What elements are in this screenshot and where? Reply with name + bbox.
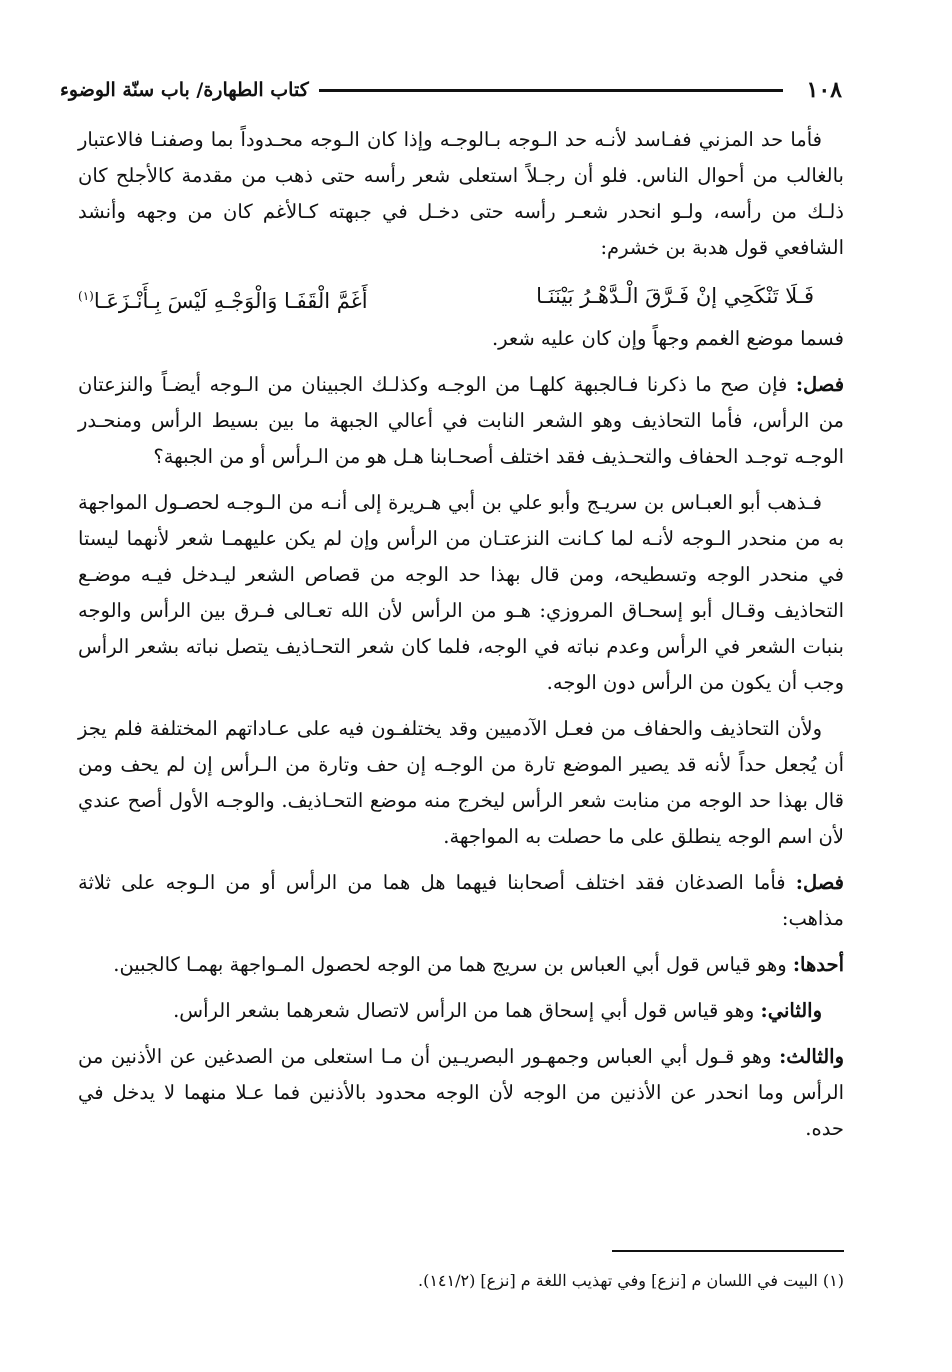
footnote-rule: [612, 1250, 844, 1252]
opinion-label-second: والثاني:: [760, 999, 822, 1022]
paragraph-8: والثالث: وهو قـول أبي العباس وجمهـور البصريـين أن مـا استعلى من الصدغين عن الأذنين من الرأس وما انحدر عن الأذنين من الوجه لأن الوجه محدود بالأذنين فما عـلا منهما لا يدخل في حده.: [78, 1045, 844, 1140]
paragraph-1: فأما حد المزني ففـاسد لأنـه حد الـوجه بـالوجـه وإذا كان الـوجه محـدوداً بما وصفنـا فالاعتبار بالغالب من أحوال الناس. فلو أن رجـلاً استعلى شعر رأسه حتى ذهب من مقدمة كالأجلح كان ذلـك من رأسه، ولـو انحدر شعـر رأسه حتى دخـل في جبهته كـالأغم كان من وجهه وأنشد الشافعي قول هدبة بن خشرم:: [78, 128, 844, 259]
footnote: (١) البيت في اللسان م [نزع] وفي تهذيب اللغة م [نزع] (١٤١/٢).: [417, 1271, 844, 1290]
section-label: فصل:: [795, 871, 844, 894]
main-text: [78, 122, 844, 1157]
footnote-reference: (١): [78, 289, 94, 303]
opinion-label-third: والثالث:: [779, 1045, 844, 1068]
poem-hemistich-first: فَـلَا تَنْكَحِي إنْ فَـرَّقَ الْـدَّهْـرُ بَيْنَنَـا: [536, 284, 814, 308]
paragraph-3: فـذهب أبو العبـاس بن سريـج وأبو علي بن أبي هـريرة إلى أنـه من الـوجـه لحصـول المواجهة به من منحدر الـوجه لأنـه لما كـانت النزعتـان من الرأس وإن لم يكن عليهمـا شعر لأنهما ليستا في منحدر الوجه وتسطيحه، ومن قال بهذا حد الوجه من قصاص الشعر ليـدخل فيـه موضـع التحاذيف وقـال أبو إسحـاق المروزي: هـو من الرأس لأن الله تعـالى فـرق بين الرأس والوجه بنبات الشعر في الرأس وعدم نباته في الوجه، فلما كان شعر التحـاذيف يتصل نباته بشعر الرأس وجب أن يكون من الرأس دون الوجه.: [78, 491, 844, 694]
header-rule: [319, 89, 783, 92]
paragraph-7: والثاني: وهو قياس قول أبي إسحاق هما من الرأس لاتصال شعرهما بشعر الرأس.: [173, 999, 822, 1022]
section-label: فصل:: [795, 373, 845, 396]
paragraph-2: فصل: فإن صح ما ذكرنا فـالجبهة كلهـا من الوجـه وكذلـك الجبينان من الـوجه أيضـاً والنزعتان من الرأس، فأما التحاذيف وهو الشعر النابت في أعالي الجبهة ما بين بسيط الرأس ومنحـدر الوجـه توجـد الحفاف والتحـذيف فقد اختلف أصحـابنا هـل هو من الـرأس أو من الجبهة؟: [78, 373, 845, 468]
poem-hemistich-second: أَغَمَّ الْقَفَـا وَالْوَجْـهِ لَيْسَ بِـأَنْـزَعَـا$^{(١)}$: [78, 289, 368, 313]
paragraph-5: فصل: فأما الصدغان فقد اختلف أصحابنا فيهما هل هما من الرأس أو من الـوجه على ثلاثة مذاهب:: [78, 871, 844, 930]
opinion-label-first: أحدها:: [792, 953, 844, 976]
paragraph-4: ولأن التحاذيف والحفاف من فعـل الآدميين وقد يختلفـون فيه على عـاداتهم المختلفة فلم يجز أن يُجعل حداً لأنه قد يصير الموضع تارة من الوجـه إن حف وتارة من الـرأس إن لم يحف ومن قال بهذا حد الوجه من منابت شعر الرأس ليخرج منه موضع التحـاذيف. والوجـه الأول أصح عندي لأن اسم الوجه ينطلق على ما حصلت به المواجهة.: [78, 717, 844, 848]
page-number: ١٠٨: [806, 77, 842, 103]
running-title: كتاب الطهارة/ باب سنّة الوضوء: [60, 79, 309, 101]
page-header: [60, 70, 842, 110]
poem-verse: [78, 276, 844, 321]
paragraph-1-continued: فسما موضع الغمم وجهاً وإن كان عليه شعر.: [491, 327, 844, 350]
paragraph-6: أحدها: وهو قياس قول أبي العباس بن سريج هما من الوجه لحصول المـواجهة بهمـا كالجبين.: [113, 953, 844, 976]
